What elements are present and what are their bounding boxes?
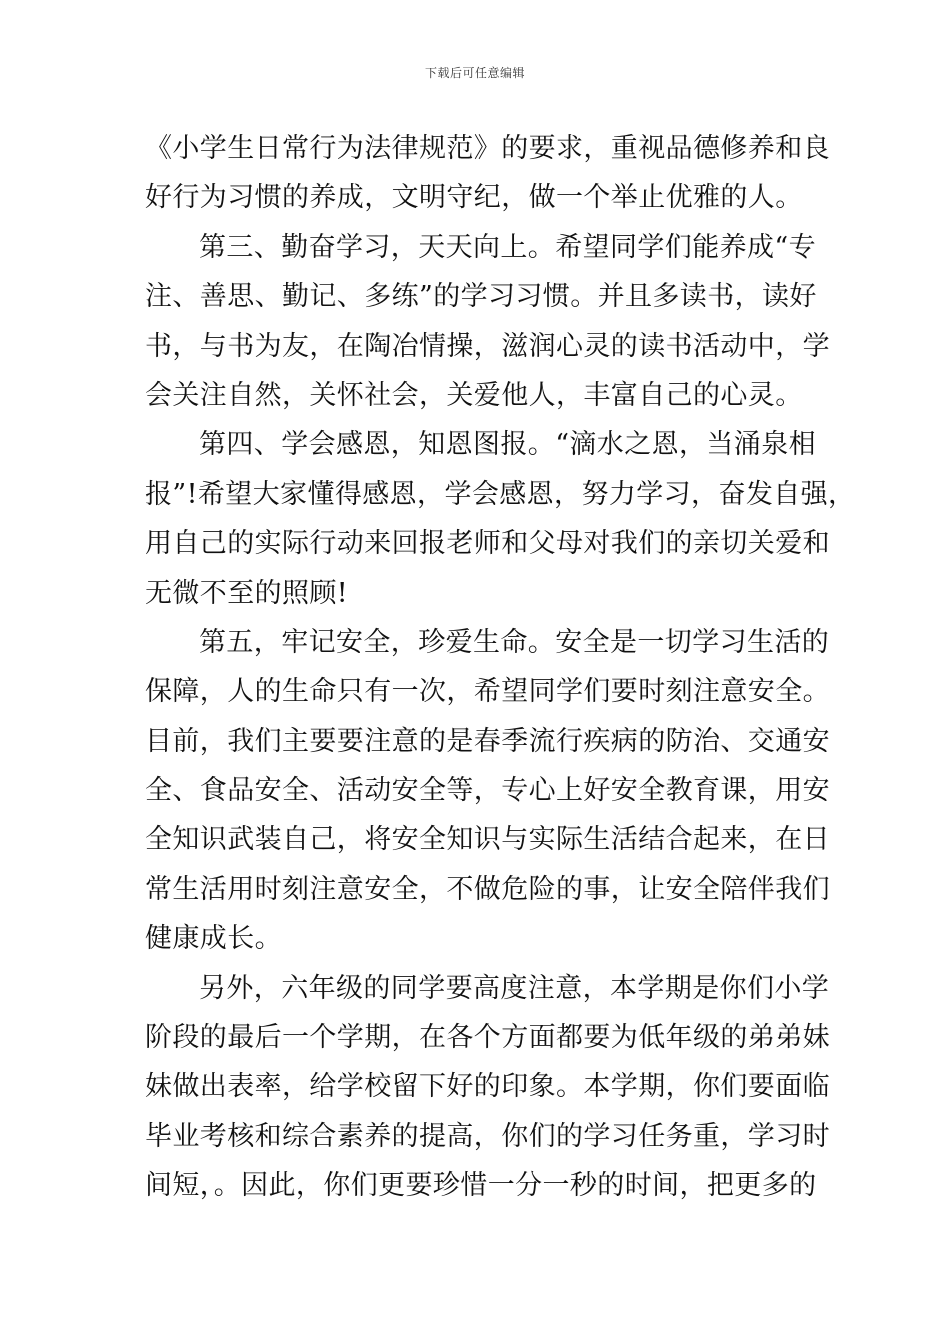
text-line: 阶段的最后一个学期，在各个方面都要为低年级的弟弟妹 bbox=[145, 1022, 830, 1054]
text-line: 目前，我们主要要注意的是春季流行疾病的防治、交通安 bbox=[145, 725, 830, 757]
text-line: 全、食品安全、活动安全等，专心上好安全教育课，用安 bbox=[145, 775, 830, 807]
paragraph-start-line: 第四、学会感恩，知恩图报。“滴水之恩，当涌泉相 bbox=[199, 429, 817, 461]
text-line: 间短，。因此，你们更要珍惜一分一秒的时间，把更多的 bbox=[145, 1170, 817, 1202]
text-line: 用自己的实际行动来回报老师和父母对我们的亲切关爱和 bbox=[145, 528, 830, 560]
document-body bbox=[145, 124, 856, 1211]
text-line: 注、善思、勤记、多练”的学习习惯。并且多读书，读好 bbox=[145, 281, 817, 313]
text-line: 无微不至的照顾! bbox=[145, 577, 349, 609]
text-line: 保障，人的生命只有一次，希望同学们要时刻注意安全。 bbox=[145, 676, 830, 708]
text-line: 报”!希望大家懂得感恩，学会感恩，努力学习，奋发自强， bbox=[145, 478, 856, 510]
text-line: 好行为习惯的养成，文明守纪，做一个举止优雅的人。 bbox=[145, 182, 803, 214]
text-line: 常生活用时刻注意安全，不做危险的事，让安全陪伴我们 bbox=[145, 873, 830, 905]
text-line: 毕业考核和综合素养的提高，你们的学习任务重，学习时 bbox=[145, 1120, 830, 1152]
text-line: 健康成长。 bbox=[145, 923, 282, 955]
text-line: 妹做出表率，给学校留下好的印象。本学期，你们要面临 bbox=[145, 1071, 830, 1103]
text-line: 书，与书为友，在陶冶情操，滋润心灵的读书活动中，学 bbox=[145, 330, 830, 362]
text-line: 会关注自然，关怀社会，关爱他人，丰富自己的心灵。 bbox=[145, 379, 803, 411]
page-header: 下载后可任意编辑 bbox=[424, 66, 525, 80]
paragraph-start-line: 另外，六年级的同学要高度注意，本学期是你们小学 bbox=[199, 972, 830, 1004]
paragraph-start-line: 第五，牢记安全，珍爱生命。安全是一切学习生活的 bbox=[199, 626, 830, 658]
text-line: 《小学生日常行为法律规范》的要求，重视品德修养和良 bbox=[145, 133, 830, 164]
paragraph-start-line: 第三、勤奋学习，天天向上。希望同学们能养成“专 bbox=[199, 231, 817, 263]
text-line: 全知识武装自己，将安全知识与实际生活结合起来，在日 bbox=[145, 824, 830, 856]
